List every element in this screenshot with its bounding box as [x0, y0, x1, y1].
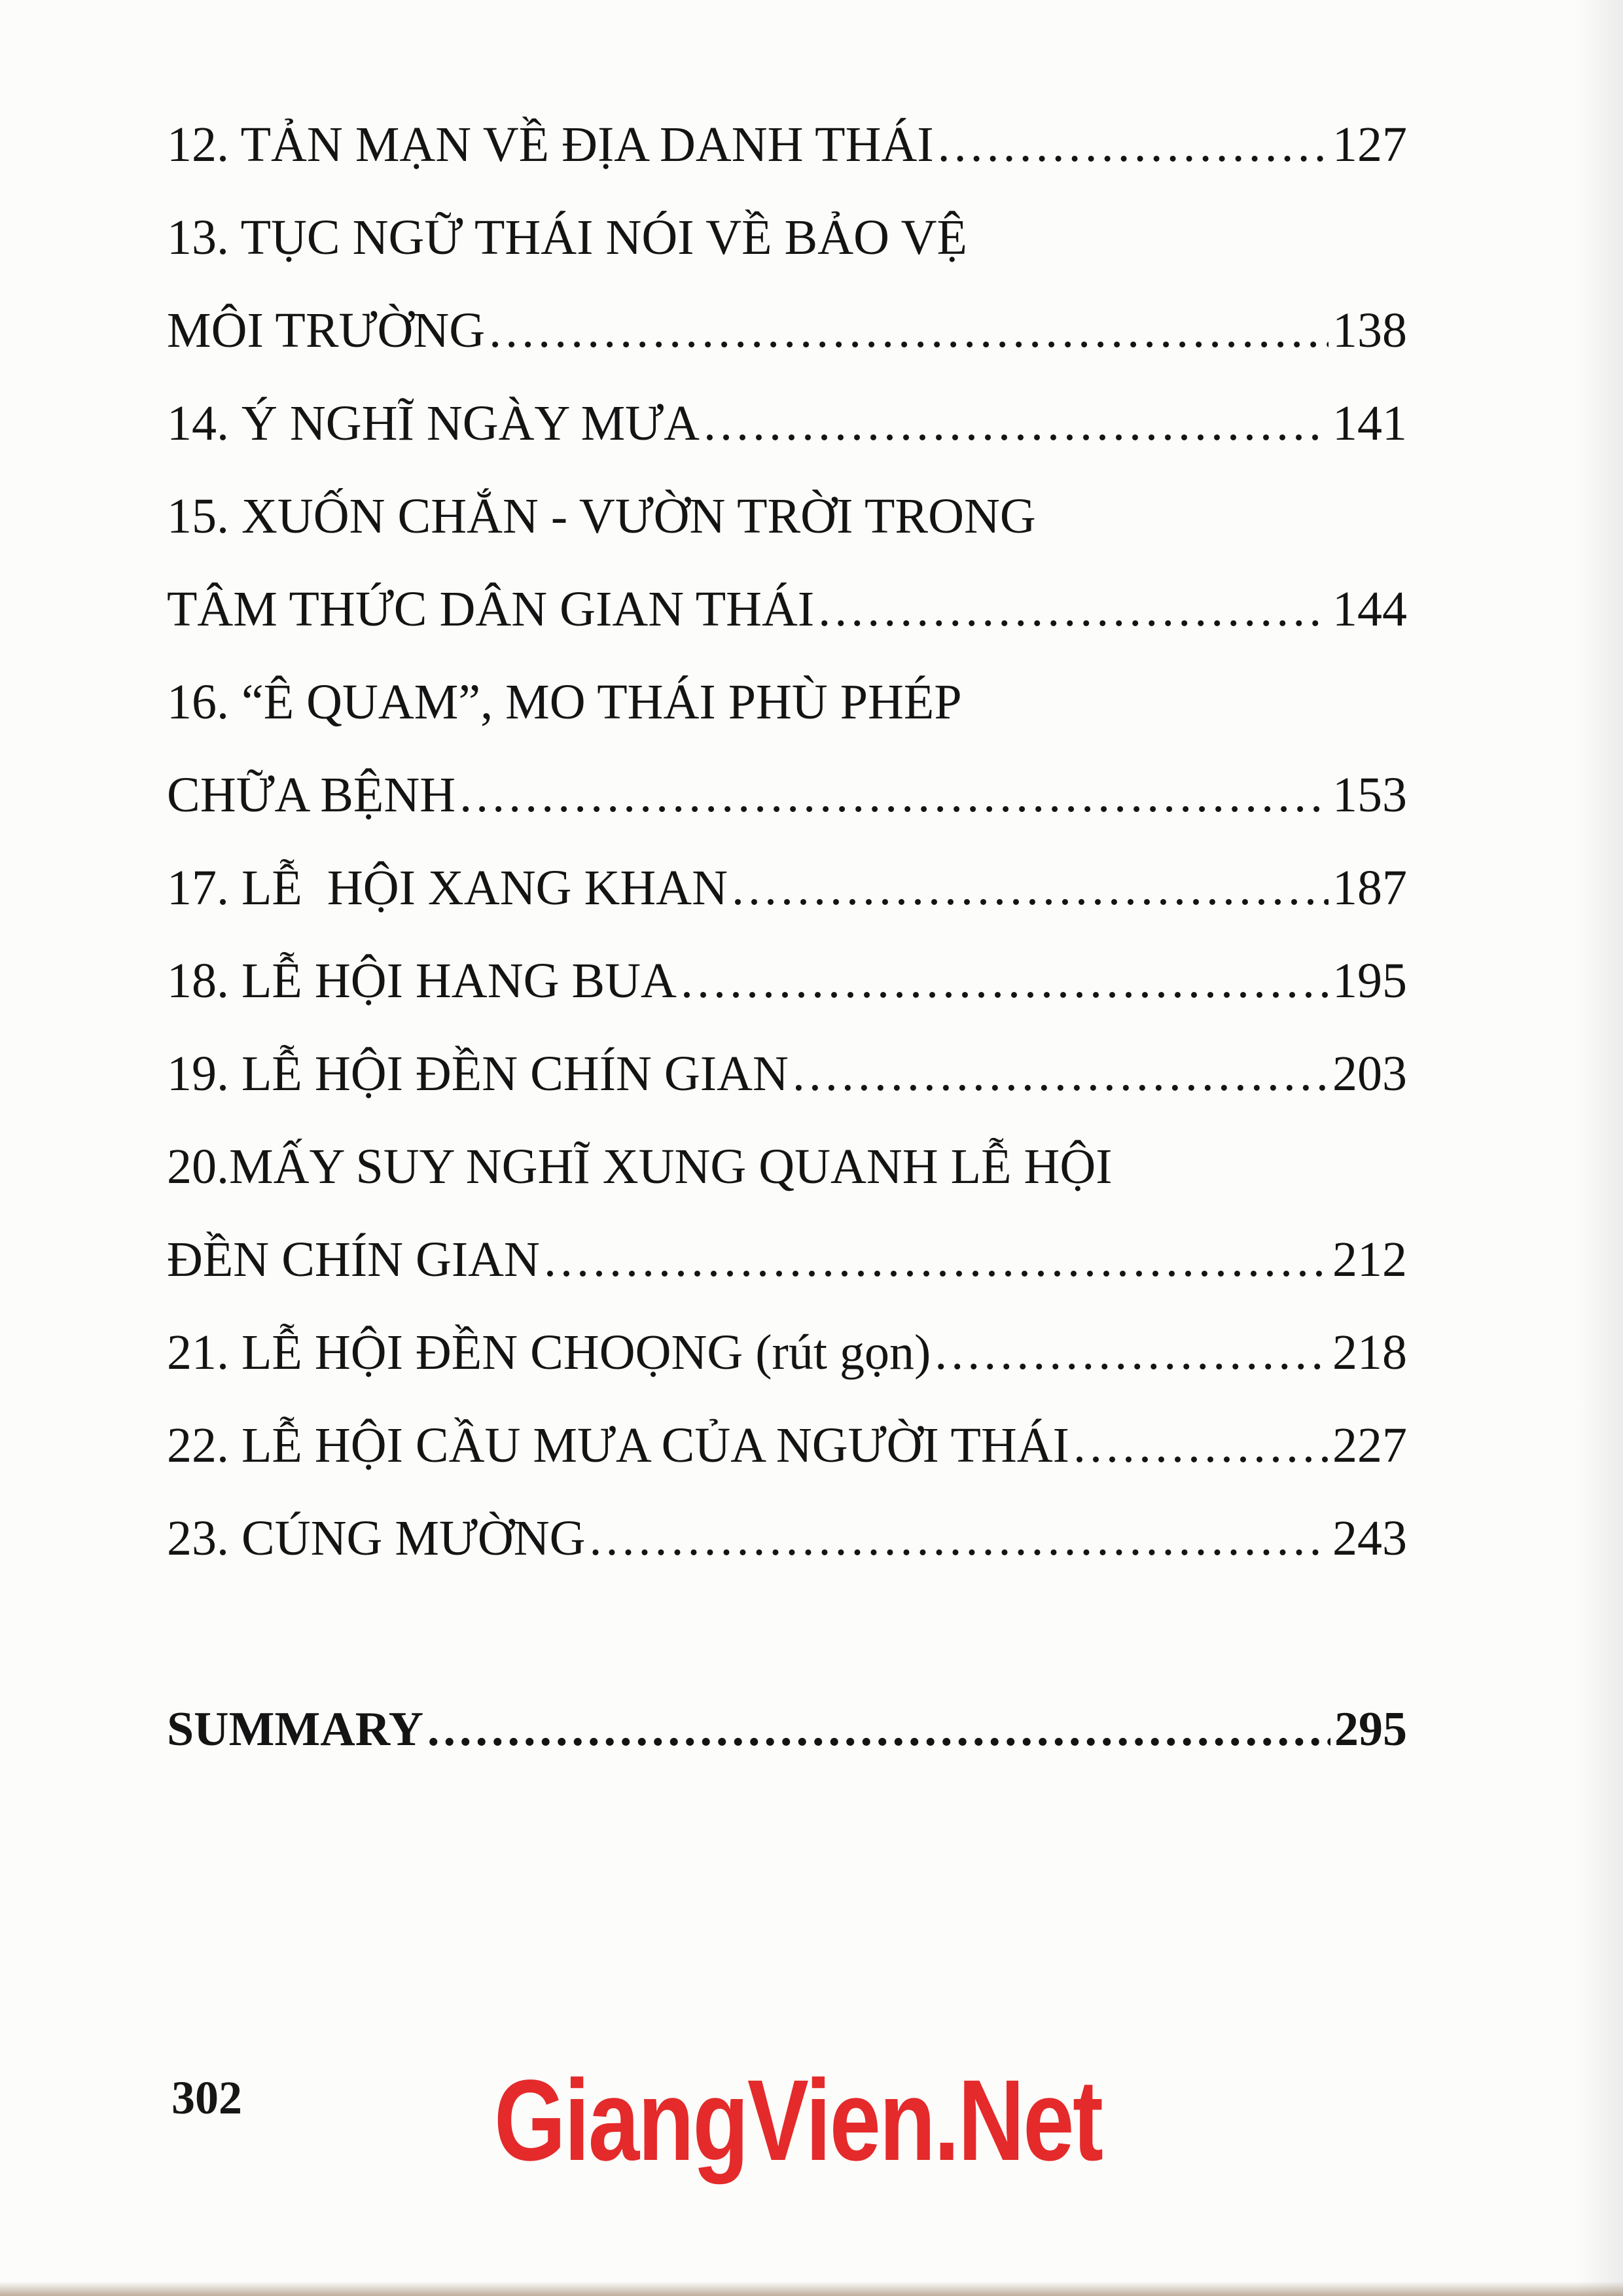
page-bottom-edge	[0, 2282, 1623, 2296]
toc-entry-21[interactable]	[167, 1306, 1407, 1399]
toc-entry-22[interactable]	[167, 1399, 1407, 1492]
toc-entry-title: 18. LỄ HỘI HANG BUA	[167, 953, 677, 1008]
page-edge-shadow	[1577, 0, 1623, 2296]
toc-entry-page: 138	[1332, 303, 1407, 358]
page-number: 302	[171, 2072, 242, 2124]
toc-entry-title: CHỮA BỆNH	[167, 768, 456, 822]
toc-entry-12[interactable]	[167, 98, 1407, 191]
toc-entry-page: 212	[1332, 1232, 1407, 1287]
toc-entry-16-line1: 16. “Ê QUAM”, MO THÁI PHÙ PHÉP	[167, 675, 962, 730]
dot-leader	[1073, 1399, 1329, 1492]
toc-entry-13[interactable]	[167, 284, 1407, 377]
summary-title: SUMMARY	[167, 1703, 424, 1756]
toc-entry-16[interactable]	[167, 749, 1407, 841]
toc-entry-title: ĐỀN CHÍN GIAN	[167, 1232, 540, 1287]
section-gap	[167, 1585, 1407, 1683]
toc-entry-15-line1: 15. XUỐN CHẮN - VƯỜN TRỜI TRONG	[167, 489, 1036, 544]
toc-entry-title: 17. LỄ HỘI XANG KHAN	[167, 860, 728, 915]
toc-entry-page: 218	[1332, 1325, 1407, 1380]
toc-entry-20[interactable]	[167, 1213, 1407, 1306]
site-watermark: GiangVien.Net	[494, 2057, 1102, 2185]
dot-leader	[938, 98, 1329, 191]
dot-leader	[544, 1213, 1329, 1306]
toc-entry-18[interactable]	[167, 934, 1407, 1027]
toc-entry-page: 227	[1332, 1418, 1407, 1473]
toc-entry-page: 144	[1332, 582, 1407, 637]
dot-leader	[427, 1683, 1330, 1776]
toc-entry-20-line1: 20.MẤY SUY NGHĨ XUNG QUANH LỄ HỘI	[167, 1139, 1113, 1194]
toc-entry-14[interactable]	[167, 377, 1407, 470]
toc-entry-13-line1: 13. TỤC NGỮ THÁI NÓI VỀ BẢO VỆ	[167, 210, 967, 265]
toc-entry-page: 203	[1332, 1046, 1407, 1101]
toc-entry-19[interactable]	[167, 1027, 1407, 1120]
dot-leader	[489, 284, 1329, 377]
dot-leader	[681, 934, 1329, 1027]
dot-leader	[818, 563, 1329, 656]
toc-entry-page: 141	[1332, 396, 1407, 451]
dot-leader	[704, 377, 1329, 470]
dot-leader	[590, 1492, 1329, 1585]
toc-entry-title: MÔI TRƯỜNG	[167, 303, 486, 358]
toc-entry-title: 23. CÚNG MƯỜNG	[167, 1511, 586, 1566]
dot-leader	[732, 841, 1329, 934]
toc-entry-page: 243	[1332, 1511, 1407, 1566]
dot-leader	[935, 1306, 1329, 1399]
toc-entry-title: 19. LỄ HỘI ĐỀN CHÍN GIAN	[167, 1046, 789, 1101]
toc-entry-page: 127	[1332, 117, 1407, 172]
toc-entry-page: 153	[1332, 768, 1407, 822]
dot-leader	[793, 1027, 1329, 1120]
toc-entry-title: 14. Ý NGHĨ NGÀY MƯA	[167, 396, 700, 451]
dot-leader	[459, 749, 1329, 841]
toc-entry-summary[interactable]	[167, 1683, 1407, 1776]
toc-entry-title: 12. TẢN MẠN VỀ ĐỊA DANH THÁI	[167, 117, 934, 172]
summary-page: 295	[1334, 1703, 1407, 1756]
toc-entry-17[interactable]	[167, 841, 1407, 934]
table-of-contents	[167, 98, 1407, 1776]
toc-entry-page: 187	[1332, 860, 1407, 915]
toc-entry-title: 21. LỄ HỘI ĐỀN CHOỌNG (rút gọn)	[167, 1325, 931, 1380]
toc-entry-page: 195	[1332, 953, 1407, 1008]
toc-entry-23[interactable]	[167, 1492, 1407, 1585]
toc-entry-title: TÂM THỨC DÂN GIAN THÁI	[167, 582, 815, 637]
toc-entry-15[interactable]	[167, 563, 1407, 656]
toc-entry-title: 22. LỄ HỘI CẦU MƯA CỦA NGƯỜI THÁI	[167, 1418, 1069, 1473]
